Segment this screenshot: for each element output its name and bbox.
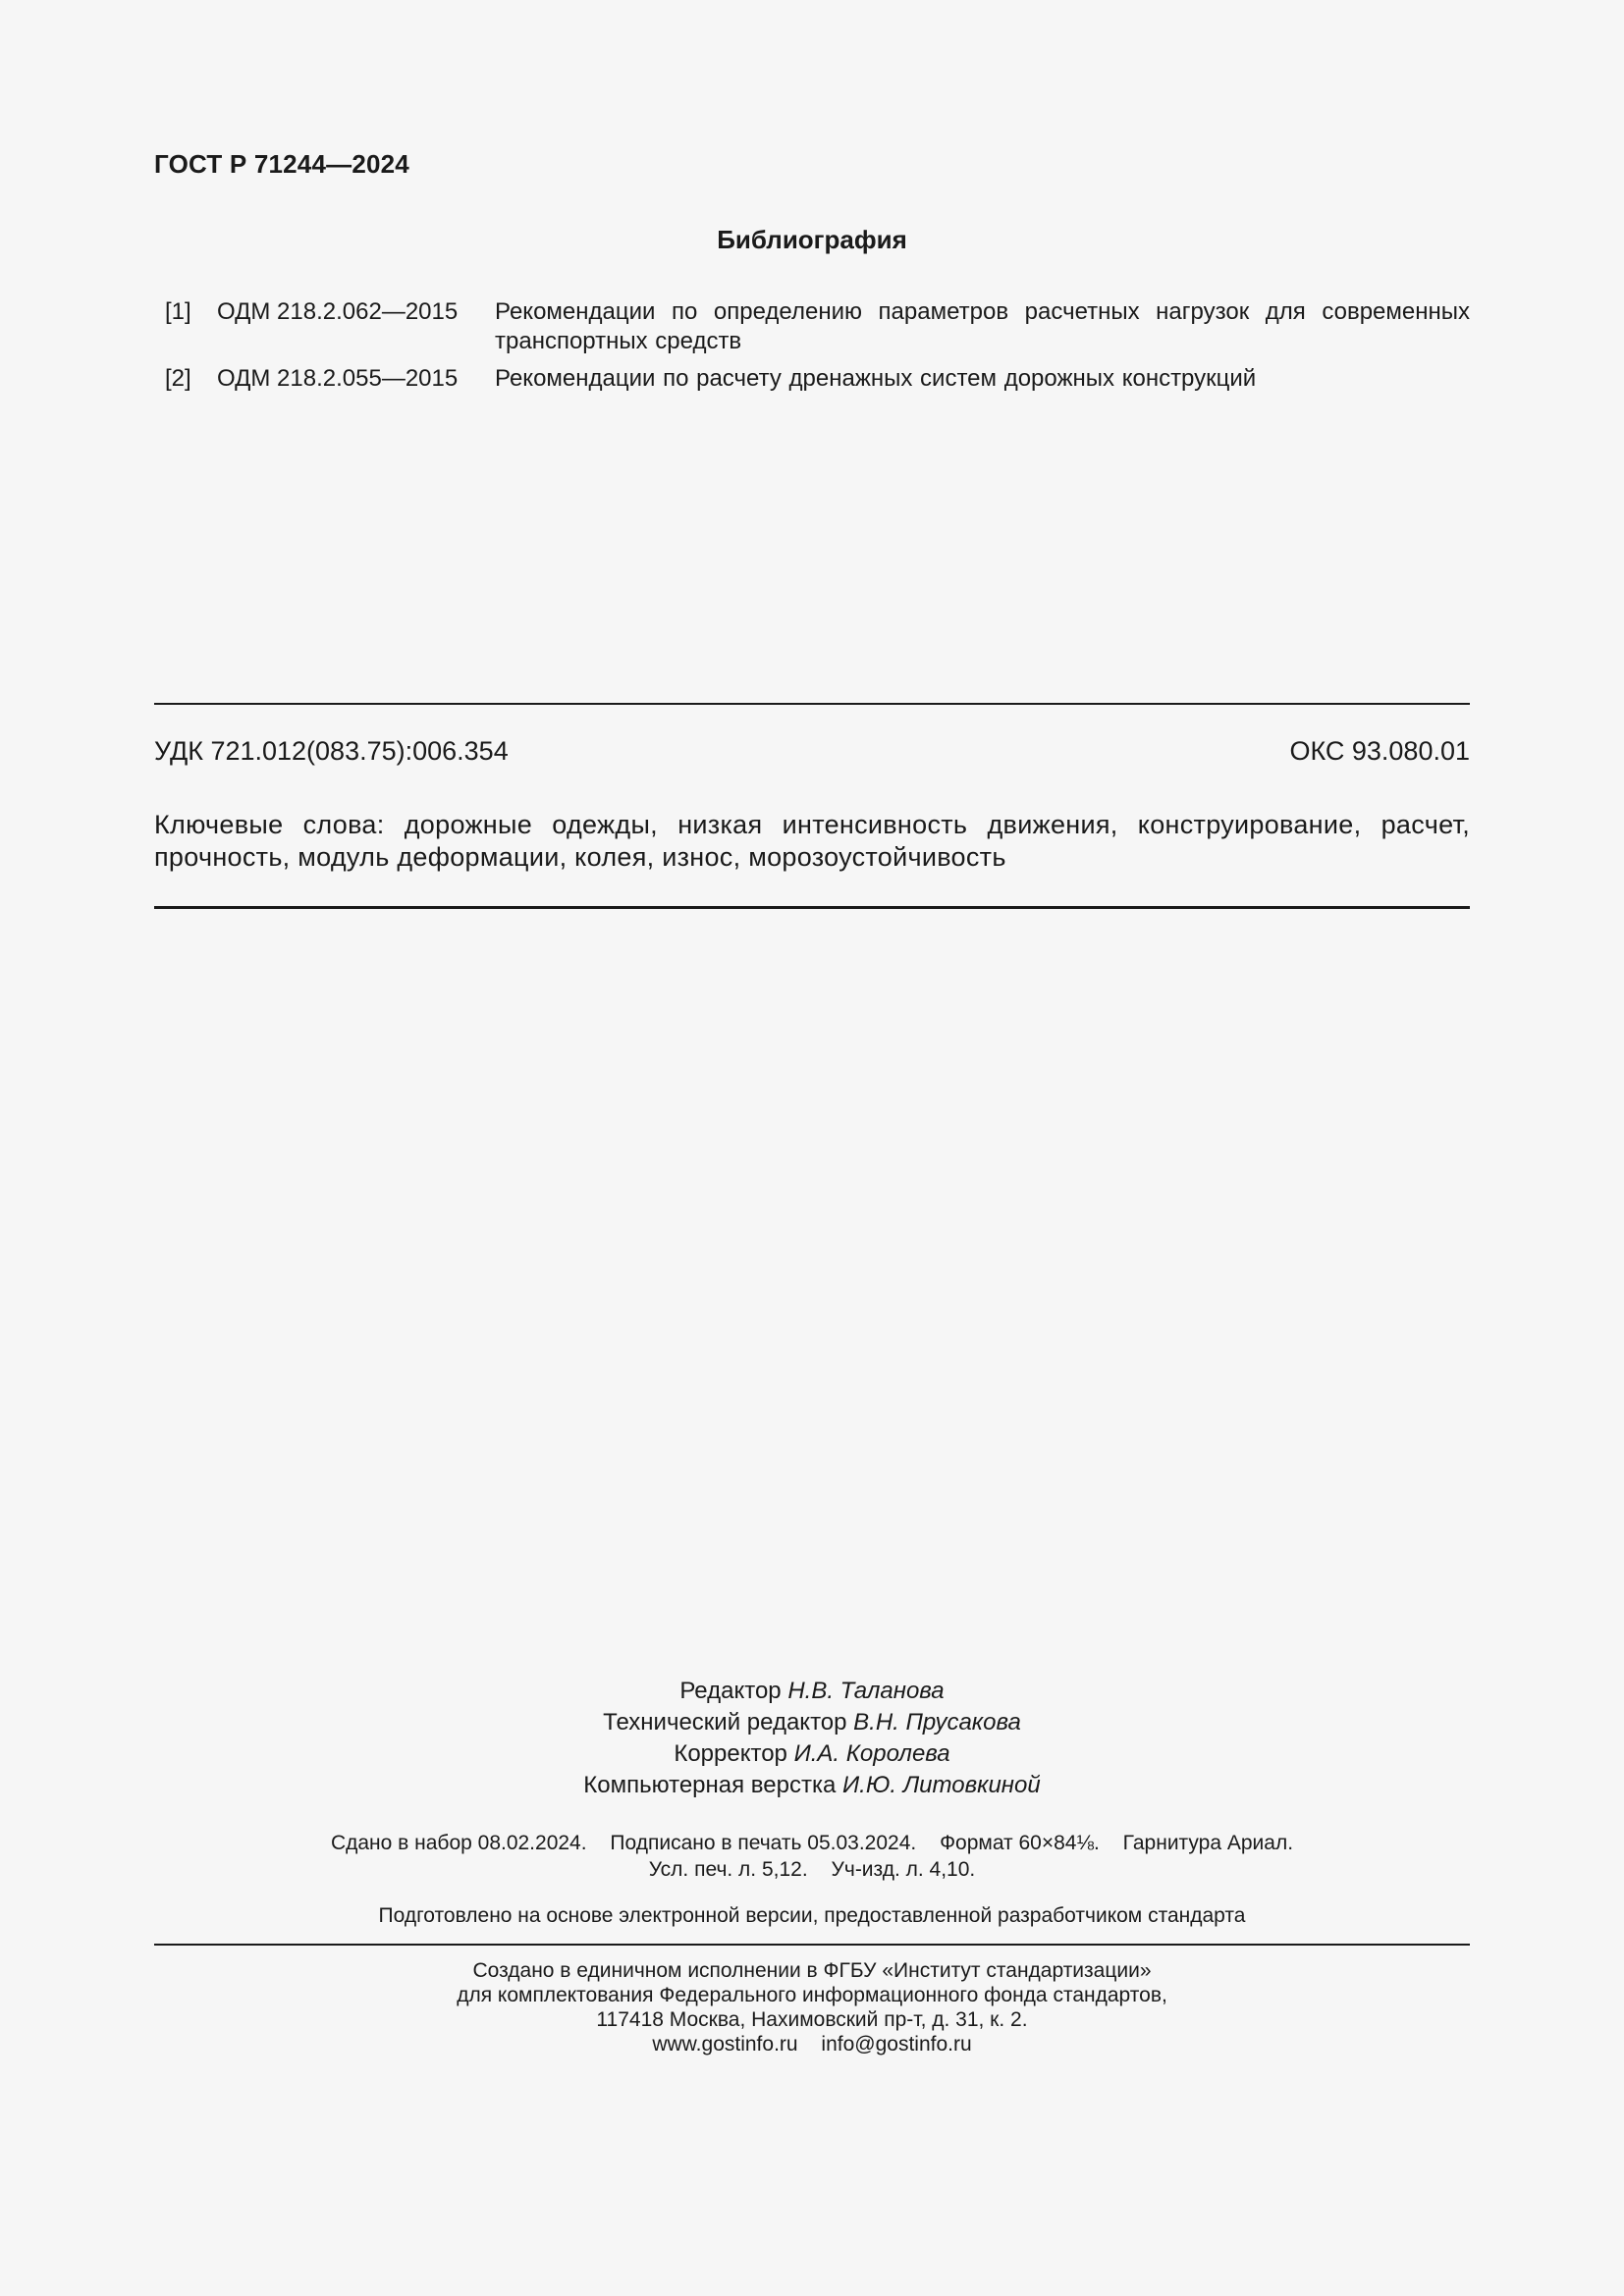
- website-link[interactable]: www.gostinfo.ru: [652, 2033, 798, 2056]
- bibliography-item-title: Рекомендации по определению параметров расчетных нагрузок для современных транспортных средств: [495, 298, 1470, 354]
- credits-block: [0, 1676, 1624, 1801]
- format: Формат 60×84⅛.: [940, 1832, 1100, 1854]
- divider-keywords-bottom: [154, 906, 1470, 909]
- credit-name: И.А. Королева: [793, 1740, 950, 1767]
- print-info: [0, 1830, 1624, 1883]
- print-info-line-2: [0, 1856, 1624, 1883]
- bibliography-item-title: Рекомендации по расчету дренажных систем дорожных конструкций: [495, 365, 1257, 392]
- divider-footer: [154, 1944, 1470, 1946]
- typeset-date: Сдано в набор 08.02.2024.: [330, 1832, 587, 1854]
- prepared-note: Подготовлено на основе электронной версии, предоставленной разработчиком стандарта: [378, 1904, 1246, 1927]
- bibliography-item: [154, 364, 1470, 394]
- print-info-line-1: [0, 1830, 1624, 1856]
- credit-role: Редактор: [679, 1678, 782, 1704]
- oks-code: ОКС 93.080.01: [1289, 736, 1470, 766]
- footer-line-2: для комплектования Федерального информационного фонда стандартов,: [457, 1984, 1167, 2006]
- footer: [0, 1958, 1624, 2056]
- print-sheets: Усл. печ. л. 5,12.: [648, 1858, 808, 1881]
- signed-date: Подписано в печать 05.03.2024.: [610, 1832, 917, 1854]
- bibliography-item: [154, 297, 1470, 356]
- udk-code: УДК 721.012(083.75):006.354: [154, 736, 509, 766]
- bibliography-item-number: [1]: [165, 298, 191, 325]
- email-link[interactable]: info@gostinfo.ru: [821, 2033, 972, 2056]
- credit-name: И.Ю. Литовкиной: [842, 1772, 1041, 1798]
- divider-top: [154, 703, 1470, 705]
- credit-corrector: [0, 1738, 1624, 1770]
- keywords: Ключевые слова: дорожные одежды, низкая интенсивность движения, конструирование, расчет, прочность, модуль деформации, колея, износ, морозоустойчивость: [154, 810, 1470, 872]
- credit-role: Корректор: [674, 1740, 787, 1767]
- credit-name: Н.В. Таланова: [787, 1678, 945, 1704]
- footer-line-1: Создано в единичном исполнении в ФГБУ «Институт стандартизации»: [472, 1959, 1152, 1982]
- credit-name: В.Н. Прусакова: [853, 1709, 1021, 1735]
- credit-tech-editor: [0, 1707, 1624, 1738]
- bibliography-list: [154, 297, 1470, 401]
- credit-role: Компьютерная верстка: [583, 1772, 837, 1798]
- publisher-sheets: Уч-изд. л. 4,10.: [831, 1858, 976, 1881]
- footer-contacts: [0, 2032, 1624, 2056]
- credit-editor: [0, 1676, 1624, 1707]
- bibliography-item-code: ОДМ 218.2.062—2015: [217, 298, 459, 325]
- bibliography-item-number: [2]: [165, 365, 191, 392]
- classification-row: [154, 736, 1470, 767]
- bibliography-title: Библиография: [717, 225, 907, 254]
- credit-role: Технический редактор: [603, 1709, 847, 1735]
- credit-layout: [0, 1770, 1624, 1801]
- bibliography-item-code: ОДМ 218.2.055—2015: [217, 365, 459, 392]
- document-code: ГОСТ Р 71244—2024: [154, 149, 409, 179]
- typeface: Гарнитура Ариал.: [1122, 1832, 1294, 1854]
- footer-address: 117418 Москва, Нахимовский пр-т, д. 31, к. 2.: [596, 2008, 1028, 2031]
